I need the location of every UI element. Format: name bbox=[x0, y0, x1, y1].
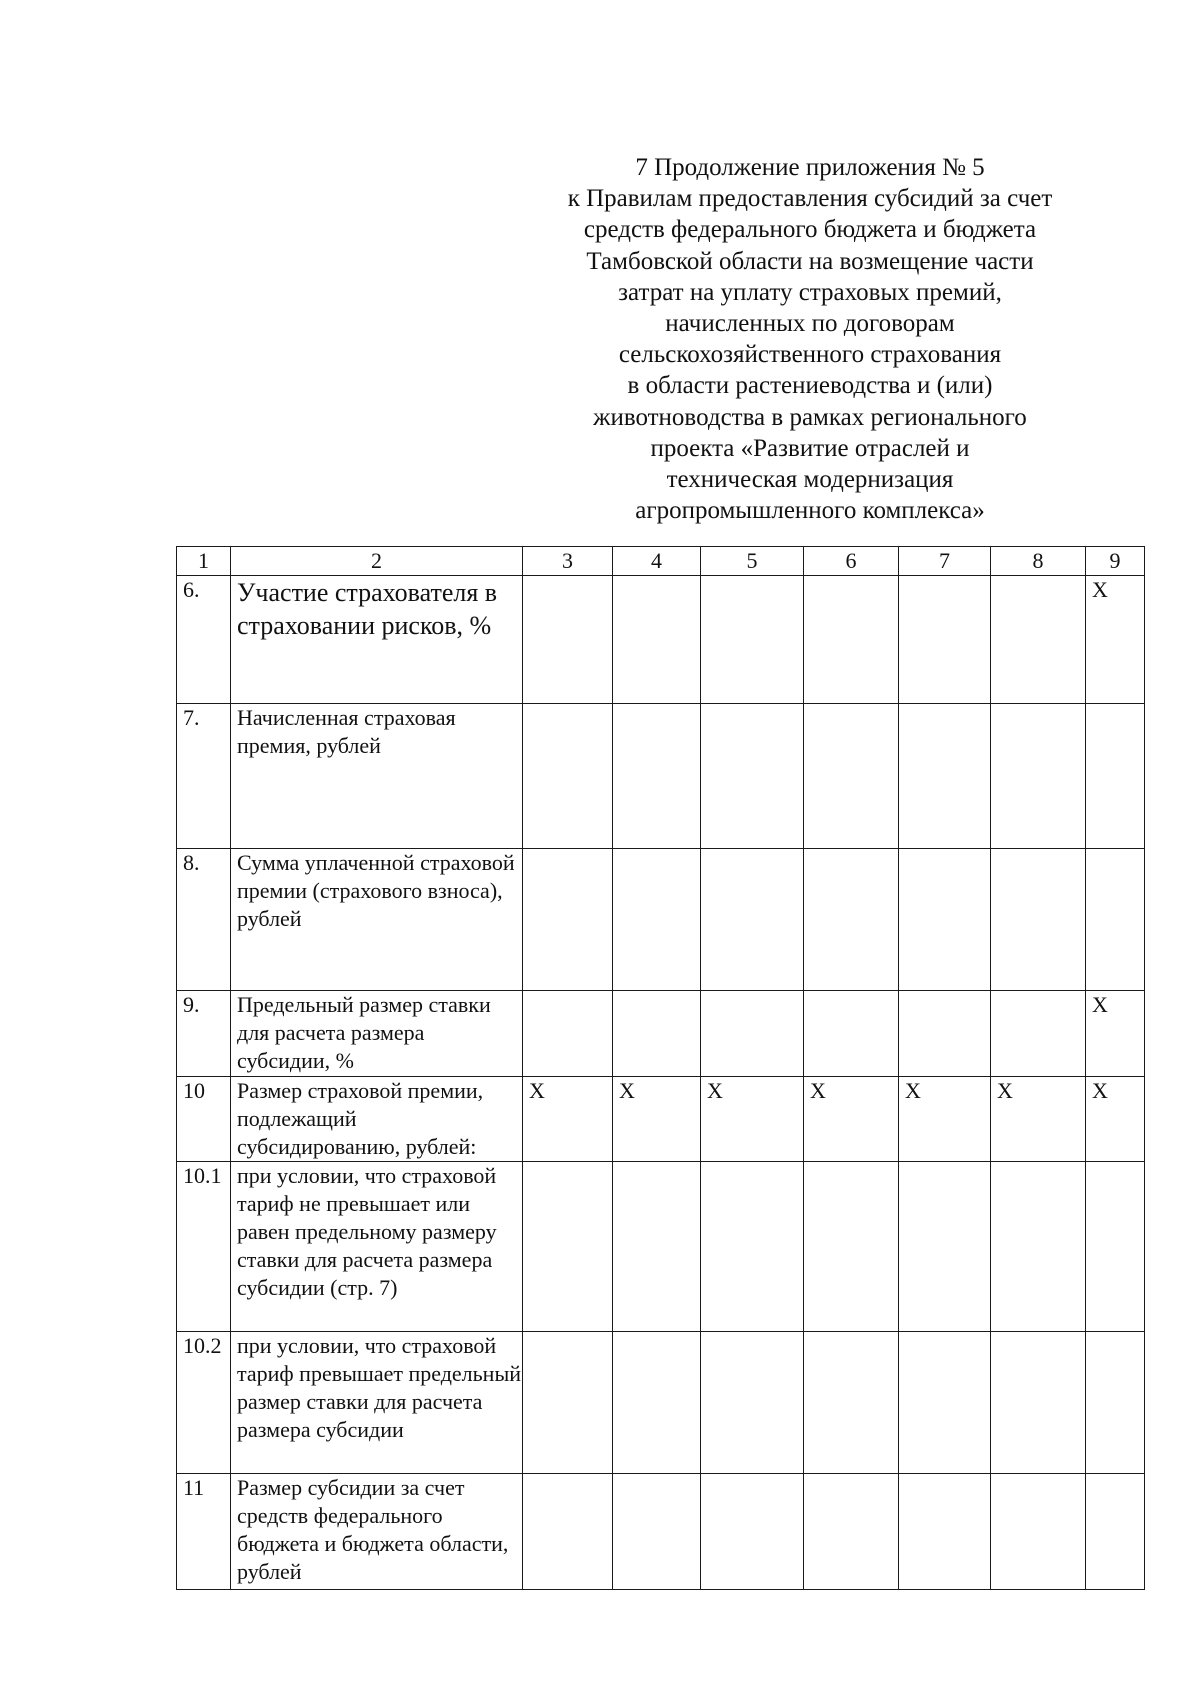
table-cell bbox=[523, 704, 613, 849]
table-row bbox=[177, 849, 1145, 991]
header-line: проекта «Развитие отраслей и bbox=[650, 434, 970, 462]
table-cell: X bbox=[523, 1077, 613, 1162]
table-cell bbox=[1086, 704, 1145, 849]
table-row bbox=[177, 1077, 1145, 1162]
row-number: 10.2 bbox=[177, 1332, 231, 1474]
table-cell bbox=[1086, 1474, 1145, 1590]
row-number: 6. bbox=[177, 576, 231, 704]
column-header: 7 bbox=[899, 547, 991, 576]
table-cell bbox=[613, 849, 701, 991]
table-cell bbox=[804, 1332, 899, 1474]
table-row bbox=[177, 1162, 1145, 1332]
table-cell bbox=[701, 849, 804, 991]
table-cell: X bbox=[1086, 576, 1145, 704]
table-cell: X bbox=[899, 1077, 991, 1162]
table-cell: X bbox=[613, 1077, 701, 1162]
table-cell bbox=[899, 704, 991, 849]
table-cell bbox=[701, 991, 804, 1077]
table-cell bbox=[991, 1474, 1086, 1590]
table-cell bbox=[701, 1474, 804, 1590]
subsidy-calculation-table bbox=[176, 546, 1145, 1590]
column-header: 1 bbox=[177, 547, 231, 576]
row-label: Размер страховой премии, подлежащий субсидированию, рублей: bbox=[231, 1077, 523, 1162]
table-cell bbox=[613, 704, 701, 849]
row-number: 8. bbox=[177, 849, 231, 991]
table-cell bbox=[1086, 849, 1145, 991]
table-cell bbox=[1086, 1162, 1145, 1332]
column-header: 9 bbox=[1086, 547, 1145, 576]
header-line: в области растениеводства и (или) bbox=[627, 372, 993, 400]
header-line: сельскохозяйственного страхования bbox=[618, 341, 1002, 369]
header-line: 7 Продолжение приложения № 5 bbox=[635, 154, 985, 181]
table-cell bbox=[804, 704, 899, 849]
table-cell bbox=[991, 576, 1086, 704]
table-row bbox=[177, 576, 1145, 704]
table-cell: X bbox=[1086, 1077, 1145, 1162]
table-cell bbox=[1086, 1332, 1145, 1474]
table-row bbox=[177, 991, 1145, 1077]
appendix-header bbox=[500, 152, 1120, 526]
table-cell bbox=[804, 576, 899, 704]
header-line: средств федерального бюджета и бюджета bbox=[583, 216, 1037, 244]
table-cell: X bbox=[701, 1077, 804, 1162]
table-cell bbox=[991, 1162, 1086, 1332]
table-cell: X bbox=[991, 1077, 1086, 1162]
table-cell bbox=[899, 849, 991, 991]
table-cell bbox=[613, 1162, 701, 1332]
header-line: начисленных по договорам bbox=[665, 310, 955, 338]
row-label: Размер субсидии за счет средств федерального бюджета и бюджета области, рублей bbox=[231, 1474, 523, 1590]
header-line: животноводства в рамках регионального bbox=[593, 403, 1027, 431]
table-cell bbox=[701, 1162, 804, 1332]
table-cell bbox=[804, 991, 899, 1077]
header-line: затрат на уплату страховых премий, bbox=[618, 278, 1002, 306]
table-cell bbox=[899, 1162, 991, 1332]
column-header: 4 bbox=[613, 547, 701, 576]
row-number: 10.1 bbox=[177, 1162, 231, 1332]
table-cell bbox=[523, 849, 613, 991]
header-line: агропромышленного комплекса» bbox=[635, 497, 985, 525]
table-cell: X bbox=[1086, 991, 1145, 1077]
column-header: 8 bbox=[991, 547, 1086, 576]
row-number: 7. bbox=[177, 704, 231, 849]
table-cell bbox=[991, 849, 1086, 991]
table-cell: X bbox=[804, 1077, 899, 1162]
row-label: Сумма уплаченной страховой премии (страхового взноса), рублей bbox=[231, 849, 523, 991]
table-cell bbox=[899, 1332, 991, 1474]
table-cell bbox=[701, 576, 804, 704]
table-row bbox=[177, 704, 1145, 849]
table-cell bbox=[613, 991, 701, 1077]
table-row bbox=[177, 1474, 1145, 1590]
table-cell bbox=[523, 576, 613, 704]
header-line: к Правилам предоставления субсидий за счет bbox=[567, 185, 1053, 213]
table-cell bbox=[613, 1474, 701, 1590]
row-label: Предельный размер ставки для расчета размера субсидии, % bbox=[231, 991, 523, 1077]
table-cell bbox=[523, 1162, 613, 1332]
table-cell bbox=[899, 991, 991, 1077]
table-cell bbox=[701, 704, 804, 849]
table-cell bbox=[804, 1162, 899, 1332]
table-cell bbox=[701, 1332, 804, 1474]
table-row bbox=[177, 1332, 1145, 1474]
table-cell bbox=[899, 576, 991, 704]
table-cell bbox=[804, 1474, 899, 1590]
table-cell bbox=[613, 576, 701, 704]
row-label: Начисленная страховая премия, рублей bbox=[231, 704, 523, 849]
table-cell bbox=[991, 991, 1086, 1077]
table-header-row bbox=[177, 547, 1145, 576]
table-cell bbox=[523, 1332, 613, 1474]
column-header: 2 bbox=[231, 547, 523, 576]
table-cell bbox=[991, 1332, 1086, 1474]
row-label: при условии, что страховой тариф превышает предельный размер ставки для расчета размера субсидии bbox=[231, 1332, 523, 1474]
row-label: Участие страхователя в страховании рисков, % bbox=[231, 576, 523, 704]
table-cell bbox=[991, 704, 1086, 849]
row-number: 11 bbox=[177, 1474, 231, 1590]
row-label: при условии, что страховой тариф не превышает или равен предельному размеру ставки для расчета размера субсидии (стр. 7) bbox=[231, 1162, 523, 1332]
header-line: Тамбовской области на возмещение части bbox=[586, 247, 1034, 275]
column-header: 5 bbox=[701, 547, 804, 576]
table-cell bbox=[523, 1474, 613, 1590]
table-cell bbox=[804, 849, 899, 991]
table-cell bbox=[613, 1332, 701, 1474]
column-header: 6 bbox=[804, 547, 899, 576]
header-line: техническая модернизация bbox=[666, 466, 954, 494]
row-number: 10 bbox=[177, 1077, 231, 1162]
column-header: 3 bbox=[523, 547, 613, 576]
row-number: 9. bbox=[177, 991, 231, 1077]
table-cell bbox=[899, 1474, 991, 1590]
table-cell bbox=[523, 991, 613, 1077]
